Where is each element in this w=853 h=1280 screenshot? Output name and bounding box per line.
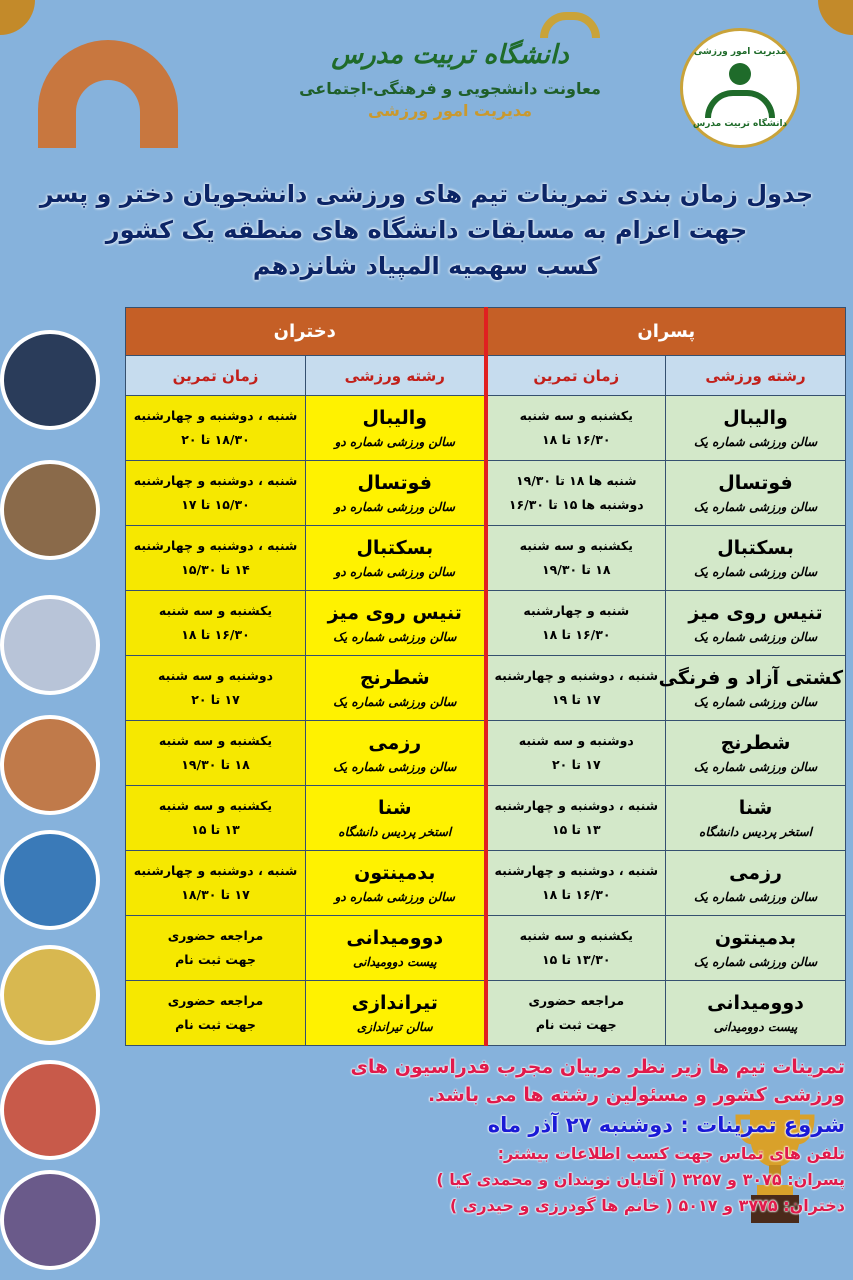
sport-name: دوومیدانی: [346, 927, 444, 949]
sport-name: والیبال: [723, 407, 788, 429]
training-hours: دوشنبه ها ۱۵ تا ۱۶/۳۰: [508, 497, 644, 512]
training-days: شنبه ها ۱۸ تا ۱۹/۳۰: [515, 473, 637, 488]
training-days: شنبه ، دوشنبه و چهارشنبه: [133, 863, 298, 878]
sport-name: والیبال: [362, 407, 428, 429]
table-row: [126, 656, 846, 721]
training-days: شنبه ، دوشنبه و چهارشنبه: [494, 668, 659, 683]
girls-time-cell: [126, 591, 306, 656]
training-hours: ۱۵/۳۰ تا ۱۷: [181, 497, 250, 512]
girls-time-cell: [126, 981, 306, 1046]
training-days: دوشنبه و سه شنبه: [518, 733, 634, 748]
training-hours: ۱۷ تا ۱۹: [551, 692, 601, 707]
girls-sport-cell: [306, 981, 486, 1046]
sport-name: رزمی: [729, 862, 782, 884]
venue: سالن ورزشی شماره یک: [333, 630, 457, 644]
training-days: شنبه ، دوشنبه و چهارشنبه: [133, 473, 298, 488]
sport-name: تنیس روی میز: [688, 602, 823, 624]
coaches-note-line-2: ورزشی کشور و مسئولین رشته ها می باشد.: [427, 1084, 845, 1106]
girls-sport-cell: [306, 656, 486, 721]
girls-sport-cell: [306, 786, 486, 851]
venue: پیست دوومیدانی: [713, 1020, 798, 1034]
girls-sport-cell: [306, 916, 486, 981]
sport-name: شطرنج: [720, 732, 791, 754]
boys-time-col-header: زمان تمرین: [486, 356, 666, 396]
boys-time-cell: [486, 591, 666, 656]
sport-name: شنا: [738, 797, 773, 819]
venue: سالن ورزشی شماره یک: [333, 695, 457, 709]
boys-sport-cell: [666, 786, 846, 851]
boys-time-cell: [486, 916, 666, 981]
volleyball-photo: [0, 715, 100, 815]
chess-photo: [0, 460, 100, 560]
arch-logo-icon: [38, 40, 178, 148]
boys-header: پسران: [486, 308, 846, 356]
girls-sport-cell: [306, 721, 486, 786]
training-days: یکشنبه و سه شنبه: [158, 603, 273, 618]
runner-icon: [729, 63, 751, 85]
emblem-top-text: مدیریت امور ورزشی: [693, 47, 787, 57]
training-days: یکشنبه و سه شنبه: [519, 928, 633, 943]
venue: سالن ورزشی شماره یک: [693, 500, 818, 514]
table-row: [126, 916, 846, 981]
boys-sport-cell: [666, 981, 846, 1046]
boys-time-cell: [486, 721, 666, 786]
page-title-line-3: کسب سهمیه المپیاد شانزدهم: [252, 252, 601, 280]
girls-time-cell: [126, 916, 306, 981]
training-hours: ۱۶/۳۰ تا ۱۸: [542, 887, 611, 902]
training-hours: ۱۷ تا ۲۰: [191, 692, 240, 707]
table-row: [126, 591, 846, 656]
venue: پیست دوومیدانی: [352, 955, 437, 969]
training-hours: ۱۷ تا ۲۰: [551, 757, 601, 772]
girls-time-cell: [126, 526, 306, 591]
wheat-logo-icon: [540, 12, 600, 38]
sport-name: دوومیدانی: [707, 992, 804, 1014]
table-row: [126, 526, 846, 591]
boys-sport-cell: [658, 656, 846, 721]
venue: استخر پردیس دانشگاه: [338, 825, 452, 839]
venue: سالن ورزشی شماره دو: [334, 500, 455, 514]
basketball-photo: [0, 330, 100, 430]
training-hours: ۱۸/۳۰ تا ۲۰: [181, 432, 250, 447]
boys-sport-cell: [666, 461, 846, 526]
girls-time-cell: [126, 396, 306, 461]
girls-time-cell: [126, 786, 306, 851]
boys-time-cell: [486, 786, 666, 851]
venue: سالن ورزشی شماره دو: [334, 890, 455, 904]
girls-contact: دختران: ۳۷۷۵ و ۵۰۱۷ ( خانم ها گودرزی و حیدری ): [449, 1196, 845, 1215]
training-days: شنبه ، دوشنبه و چهارشنبه: [133, 538, 298, 553]
training-hours: ۱۴ تا ۱۵/۳۰: [181, 562, 250, 577]
girls-header: دختران: [126, 308, 486, 356]
training-start: شروع تمرینات : دوشنبه ۲۷ آذر ماه: [487, 1113, 845, 1137]
boys-sport-cell: [666, 916, 846, 981]
wrestling-photo: [0, 1060, 100, 1160]
girls-time-cell: [126, 461, 306, 526]
girls-time-col-header: زمان تمرین: [126, 356, 306, 396]
contact-title: تلفن های تماس جهت کسب اطلاعات بیشتر:: [497, 1144, 845, 1163]
table-row: [126, 981, 846, 1046]
training-days: یکشنبه و سه شنبه: [519, 408, 633, 423]
sport-name: فوتسال: [718, 472, 793, 494]
training-hours: جهت ثبت نام: [535, 1017, 617, 1032]
boys-sport-cell: [666, 591, 846, 656]
page-title-line-1: جدول زمان بندی تمرینات تیم های ورزشی دانشجویان دختر و پسر: [39, 180, 814, 208]
table-row: [126, 461, 846, 526]
boys-time-cell: [486, 461, 666, 526]
boys-time-cell: [486, 396, 666, 461]
girls-sport-col-header: رشته ورزشی: [306, 356, 486, 396]
boys-sport-col-header: رشته ورزشی: [666, 356, 846, 396]
girls-time-cell: [126, 721, 306, 786]
corner-decoration: [818, 0, 853, 35]
venue: سالن ورزشی شماره یک: [693, 435, 818, 449]
venue: سالن ورزشی شماره یک: [693, 565, 818, 579]
training-days: شنبه ، دوشنبه و چهارشنبه: [133, 408, 298, 423]
training-days: شنبه و چهارشنبه: [523, 603, 630, 618]
sport-name: بسکتبال: [356, 537, 434, 559]
training-hours: جهت ثبت نام: [175, 1017, 256, 1032]
boys-sport-cell: [666, 721, 846, 786]
table-row: [126, 786, 846, 851]
venue: استخر پردیس دانشگاه: [699, 825, 812, 839]
main-content: [125, 307, 845, 1218]
sport-name: رزمی: [368, 732, 422, 754]
training-days: یکشنبه و سه شنبه: [158, 798, 273, 813]
training-days: مراجعه حضوری: [167, 993, 264, 1008]
boys-contact: پسران: ۳۰۷۵ و ۳۲۵۷ ( آقایان نوبندان و محمدی کیا ): [436, 1170, 845, 1189]
emblem-bottom-text: دانشگاه تربیت مدرس: [692, 119, 788, 129]
boys-time-cell: [486, 981, 666, 1046]
training-hours: ۱۷ تا ۱۸/۳۰: [181, 887, 250, 902]
venue: سالن تیراندازی: [356, 1020, 433, 1034]
sport-photos-strip: [0, 320, 125, 1270]
sport-name: شطرنج: [359, 667, 430, 689]
boys-sport-cell: [666, 526, 846, 591]
sports-office-emblem: [680, 28, 800, 148]
table-tennis-photo: [0, 1170, 100, 1270]
sport-name: فوتسال: [357, 472, 432, 494]
training-hours: ۱۳ تا ۱۵: [191, 822, 240, 837]
corner-decoration: [0, 0, 35, 35]
training-hours: ۱۸ تا ۱۹/۳۰: [181, 757, 250, 772]
deputy-name: معاونت دانشجویی و فرهنگی-اجتماعی: [299, 79, 601, 98]
boys-sport-cell: [666, 851, 846, 916]
sport-name: تنیس روی میز: [327, 602, 462, 624]
training-days: دوشنبه و سه شنبه: [157, 668, 274, 683]
girls-sport-cell: [306, 461, 486, 526]
training-hours: ۱۳/۳۰ تا ۱۵: [542, 952, 611, 967]
footer: [125, 1046, 845, 1218]
women-volleyball-photo: [0, 830, 100, 930]
training-days: شنبه ، دوشنبه و چهارشنبه: [494, 863, 659, 878]
training-days: یکشنبه و سه شنبه: [158, 733, 273, 748]
girls-sport-cell: [306, 396, 486, 461]
training-hours: جهت ثبت نام: [175, 952, 256, 967]
futsal-photo: [0, 945, 100, 1045]
training-days: شنبه ، دوشنبه و چهارشنبه: [494, 798, 659, 813]
training-hours: ۱۶/۳۰ تا ۱۸: [542, 627, 611, 642]
page-title-line-2: جهت اعزام به مسابقات دانشگاه های منطقه یک کشور: [105, 216, 748, 244]
venue: سالن ورزشی شماره دو: [334, 435, 455, 449]
venue: سالن ورزشی شماره یک: [693, 890, 818, 904]
venue: سالن ورزشی شماره یک: [333, 760, 457, 774]
table-row: [126, 851, 846, 916]
girls-sport-cell: [306, 526, 486, 591]
venue: سالن ورزشی شماره یک: [693, 760, 818, 774]
sport-name: شنا: [377, 797, 412, 819]
taekwondo-photo: [0, 595, 100, 695]
university-logo: [290, 38, 610, 122]
table-row: [126, 396, 846, 461]
training-hours: ۱۸ تا ۱۹/۳۰: [542, 562, 611, 577]
training-days: مراجعه حضوری: [528, 993, 625, 1008]
boys-time-cell: [486, 526, 666, 591]
sport-name: بدمینتون: [714, 927, 797, 949]
table-row: [126, 721, 846, 786]
girls-time-cell: [126, 851, 306, 916]
venue: سالن ورزشی شماره یک: [693, 955, 818, 969]
office-name: مدیریت امور ورزشی: [367, 101, 533, 120]
sport-name: بدمینتون: [354, 862, 436, 884]
university-name: دانشگاه تربیت مدرس: [331, 40, 569, 70]
sport-name: کشتی آزاد و فرنگی: [658, 667, 844, 689]
boys-time-cell: [486, 656, 666, 721]
boys-sport-cell: [666, 396, 846, 461]
training-days: یکشنبه و سه شنبه: [519, 538, 633, 553]
sport-name: تیراندازی: [351, 992, 438, 1014]
sport-name: بسکتبال: [717, 537, 794, 559]
venue: سالن ورزشی شماره دو: [334, 565, 455, 579]
page-title: [0, 160, 853, 300]
training-hours: ۱۳ تا ۱۵: [551, 822, 601, 837]
venue: سالن ورزشی شماره یک: [693, 630, 818, 644]
boys-time-cell: [486, 851, 666, 916]
training-hours: ۱۶/۳۰ تا ۱۸: [181, 627, 250, 642]
training-days: مراجعه حضوری: [167, 928, 264, 943]
training-hours: ۱۶/۳۰ تا ۱۸: [542, 432, 611, 447]
girls-sport-cell: [306, 851, 486, 916]
venue: سالن ورزشی شماره یک: [693, 695, 818, 709]
coaches-note-line-1: تمرینات تیم ها زیر نظر مربیان مجرب فدراسیون های: [350, 1056, 845, 1078]
arc-icon: [705, 90, 775, 118]
girls-sport-cell: [306, 591, 486, 656]
girls-time-cell: [126, 656, 306, 721]
schedule-table: [125, 307, 846, 1046]
